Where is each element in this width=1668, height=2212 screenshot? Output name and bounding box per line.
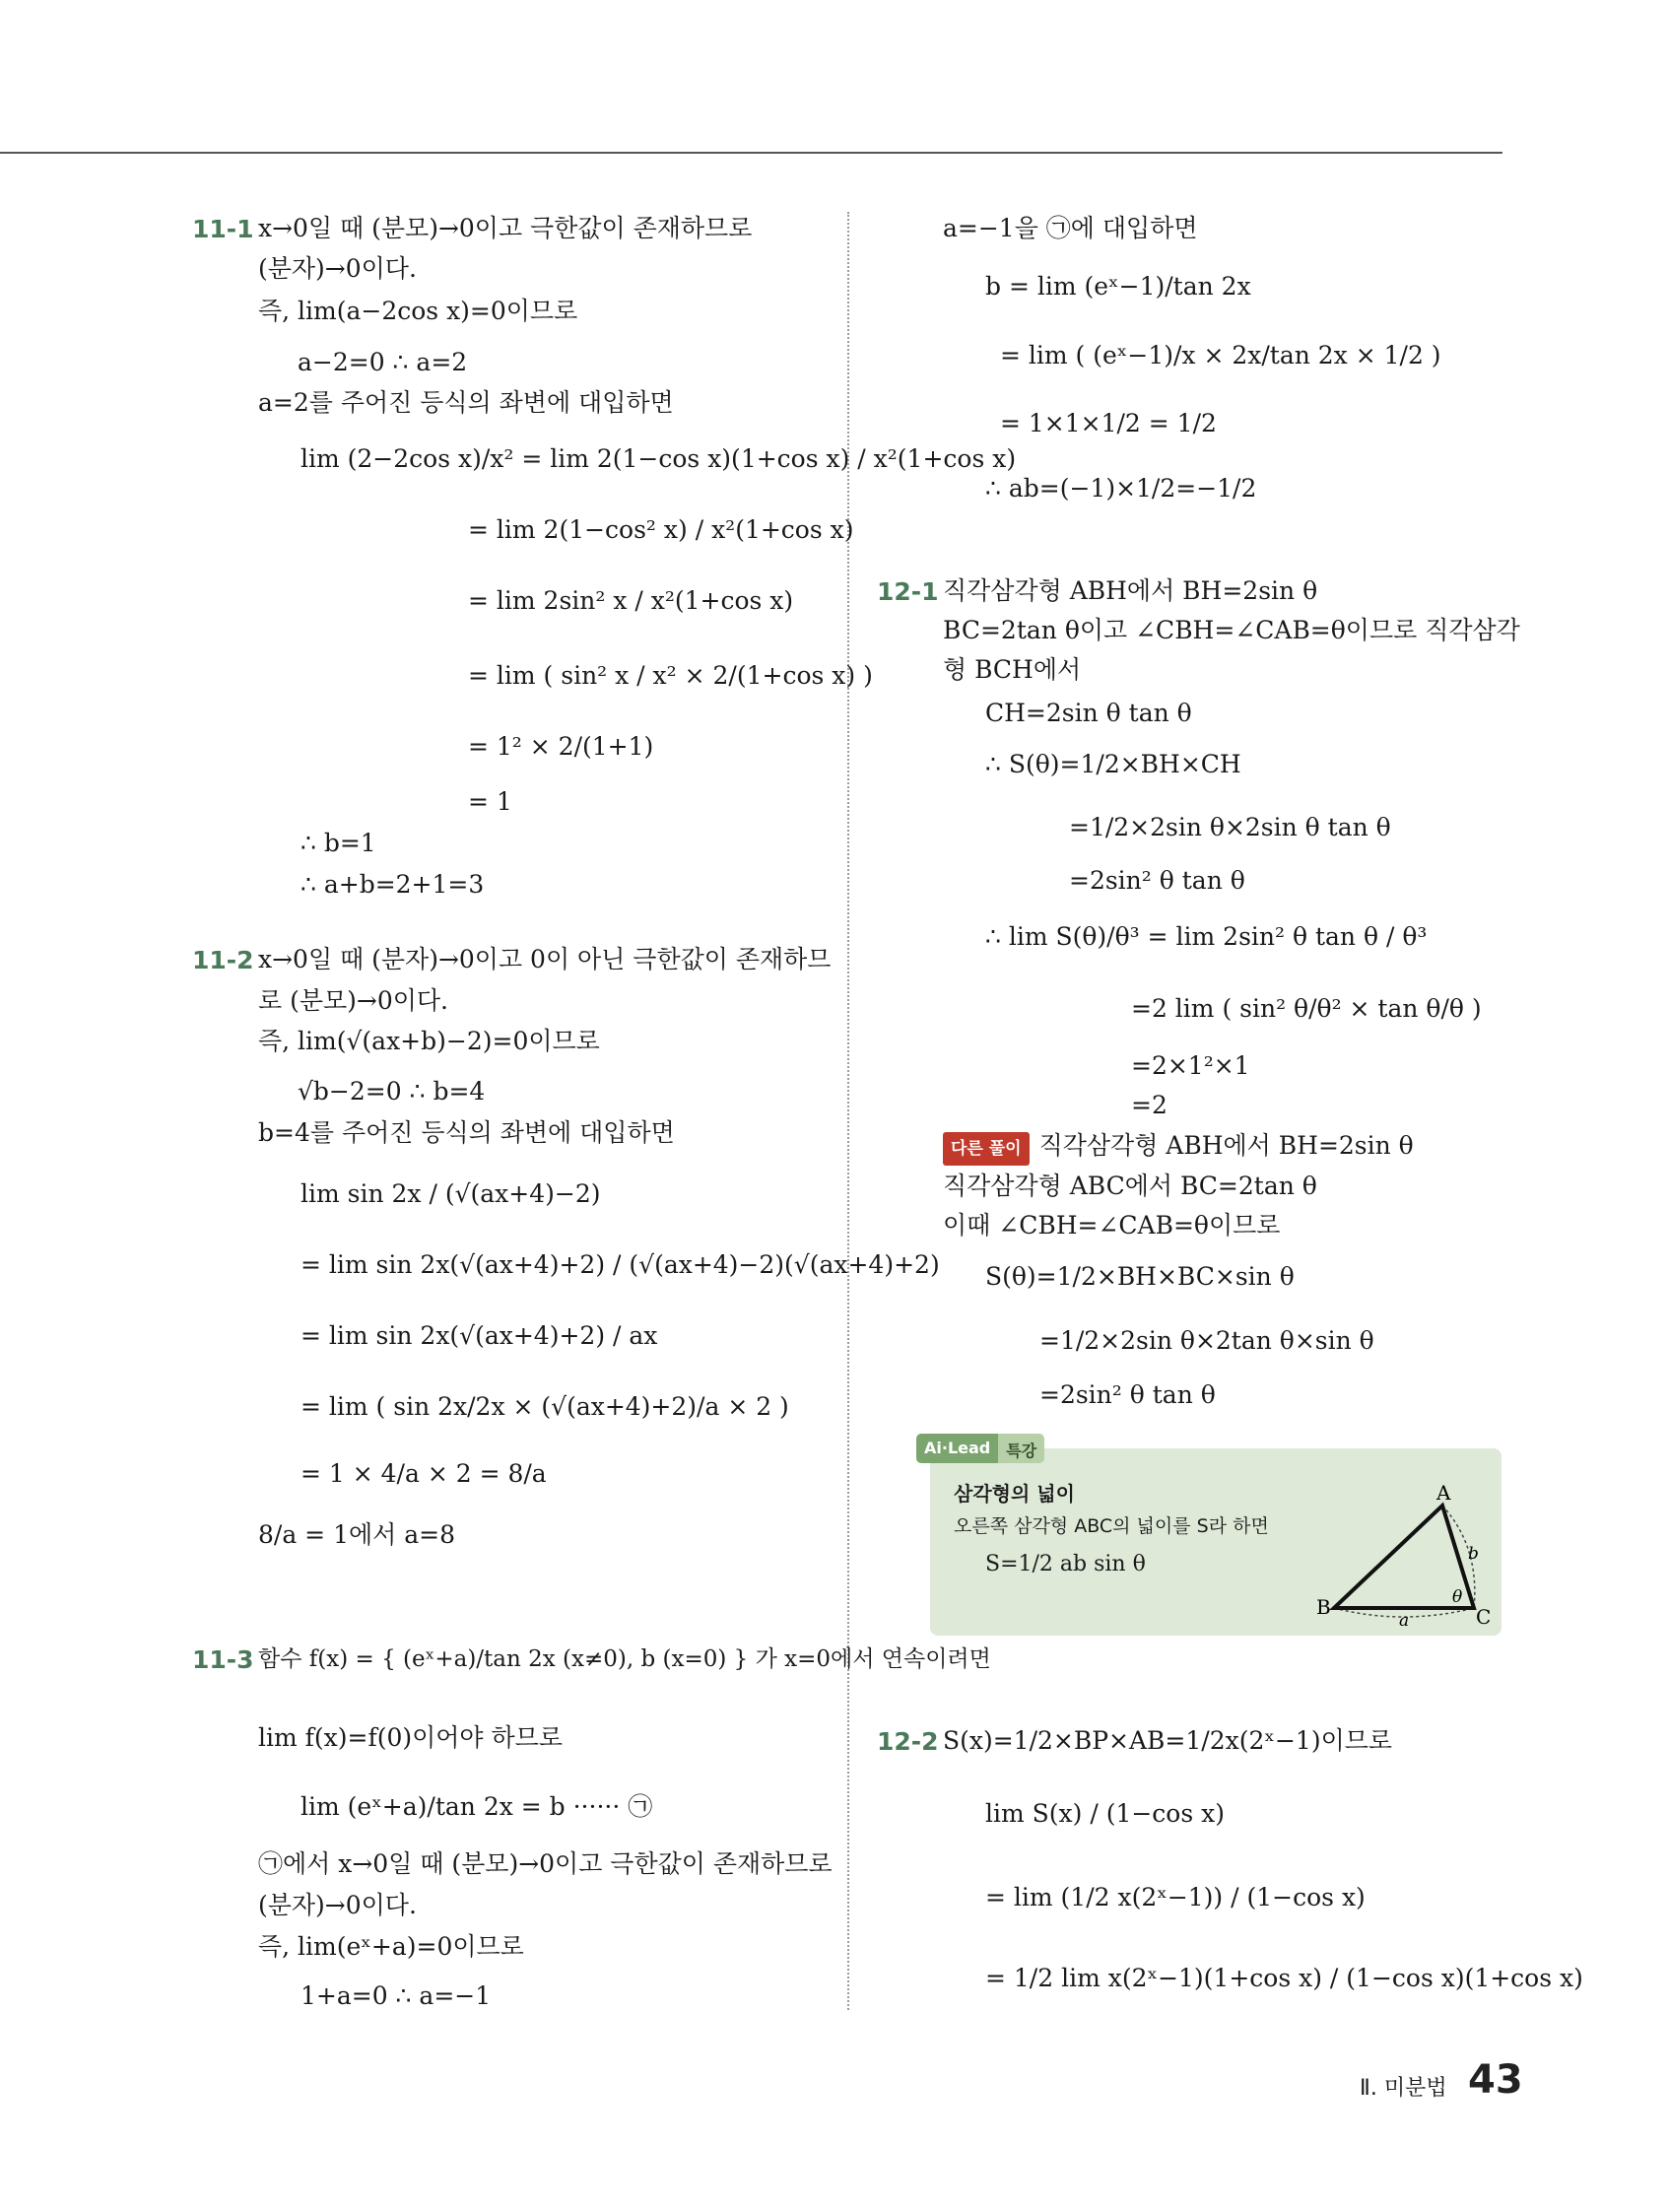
math-line: = lim sin 2x(√(ax+4)+2) / (√(ax+4)−2)(√(ax+4)+2) [300, 1250, 940, 1279]
math-line: 1+a=0 ∴ a=−1 [300, 1981, 492, 2010]
text-line: 로 (분모)→0이다. [258, 986, 449, 1015]
vertex-c: C [1476, 1605, 1492, 1626]
text-span: 직각삼각형 ABH에서 BH=2sin θ [1038, 1131, 1414, 1160]
text-line: 즉, lim(eˣ+a)=0이므로 [258, 1932, 524, 1961]
math-line: b = lim (eˣ−1)/tan 2x [985, 272, 1251, 301]
tip-text: 오른쪽 삼각형 ABC의 넓이를 S라 하면 [954, 1515, 1269, 1537]
math-line: =2 [1131, 1091, 1168, 1119]
badge-ai-lead: Ai·Lead [916, 1434, 998, 1463]
tip-title: 삼각형의 넓이 [954, 1482, 1075, 1506]
math-line: =2sin² θ tan θ [1039, 1380, 1216, 1409]
math-line: = 1/2 lim x(2ˣ−1)(1+cos x) / (1−cos x)(1+cos x) [985, 1964, 1583, 1992]
math-line: ∴ lim S(θ)/θ³ = lim 2sin² θ tan θ / θ³ [985, 922, 1428, 951]
math-line: =2 lim ( sin² θ/θ² × tan θ/θ ) [1131, 994, 1482, 1023]
text-line: (분자)→0이다. [258, 254, 417, 283]
math-line: = lim ( (eˣ−1)/x × 2x/tan 2x × 1/2 ) [1000, 341, 1441, 369]
side-b: b [1468, 1544, 1479, 1564]
vertex-a: A [1436, 1481, 1451, 1505]
math-line: = lim ( sin² x / x² × 2/(1+cos x) ) [468, 661, 873, 690]
problem-label-12-2: 12-2 [877, 1727, 939, 1756]
math-line: = lim (1/2 x(2ˣ−1)) / (1−cos x) [985, 1883, 1366, 1911]
text-line: 직각삼각형 ABH에서 BH=2sin θ [943, 576, 1318, 605]
math-line: = lim sin 2x(√(ax+4)+2) / ax [300, 1321, 658, 1350]
text-line: a=2를 주어진 등식의 좌변에 대입하면 [258, 388, 674, 417]
math-line: = lim ( sin 2x/2x × (√(ax+4)+2)/a × 2 ) [300, 1392, 789, 1421]
text-line: a=−1을 ㉠에 대입하면 [943, 214, 1198, 242]
column-divider [847, 212, 849, 2010]
text-line: 형 BCH에서 [943, 655, 1082, 684]
text-line: x→0일 때 (분자)→0이고 0이 아닌 극한값이 존재하므 [258, 945, 832, 973]
problem-label-11-3: 11-3 [192, 1645, 254, 1674]
math-line: S(θ)=1/2×BH×BC×sin θ [985, 1262, 1295, 1291]
page-number: 43 [1468, 2057, 1523, 2103]
math-line: lim sin 2x / (√(ax+4)−2) [300, 1179, 601, 1208]
math-line: CH=2sin θ tan θ [985, 699, 1192, 727]
side-a: a [1399, 1611, 1410, 1626]
math-line: = 1² × 2/(1+1) [468, 732, 654, 761]
math-line: = lim 2(1−cos² x) / x²(1+cos x) [468, 515, 854, 544]
text-line: (분자)→0이다. [258, 1891, 417, 1919]
math-line: ∴ a+b=2+1=3 [300, 870, 485, 899]
text-line: 직각삼각형 ABC에서 BC=2tan θ [943, 1172, 1317, 1200]
math-line: lim (2−2cos x)/x² = lim 2(1−cos x)(1+cos x) / x²(1+cos x) [300, 444, 1017, 473]
math-line: lim (eˣ+a)/tan 2x = b ······ ㉠ [300, 1792, 653, 1821]
math-line: = 1 × 4/a × 2 = 8/a [300, 1459, 547, 1488]
math-line: 8/a = 1에서 a=8 [258, 1520, 455, 1549]
math-line: lim f(x)=f(0)이어야 하므로 [258, 1723, 563, 1752]
triangle-diagram [1304, 1478, 1492, 1626]
text-line: BC=2tan θ이고 ∠CBH=∠CAB=θ이므로 직각삼각 [943, 616, 1520, 644]
math-line: =2sin² θ tan θ [1069, 866, 1245, 895]
math-line: S(x)=1/2×BP×AB=1/2x(2ˣ−1)이므로 [943, 1726, 1393, 1755]
top-rule [0, 152, 1502, 154]
math-line: ∴ S(θ)=1/2×BH×CH [985, 750, 1241, 778]
tip-formula: S=1/2 ab sin θ [985, 1552, 1146, 1576]
math-line: 함수 f(x) = { (eˣ+a)/tan 2x (x≠0), b (x=0) } 가 x=0에서 연속이려면 [258, 1646, 991, 1672]
math-line: ∴ b=1 [300, 829, 376, 857]
math-line: = lim 2sin² x / x²(1+cos x) [468, 586, 794, 615]
text-line: √b−2=0 ∴ b=4 [298, 1077, 486, 1106]
text-line: x→0일 때 (분모)→0이고 극한값이 존재하므로 [258, 214, 753, 242]
text-line: 즉, lim(a−2cos x)=0이므로 [258, 297, 578, 325]
math-line: = 1×1×1/2 = 1/2 [1000, 409, 1217, 437]
math-line: =1/2×2sin θ×2tan θ×sin θ [1039, 1326, 1374, 1355]
alt-solution-tag: 다른 풀이 [943, 1132, 1030, 1166]
text-line: b=4를 주어진 등식의 좌변에 대입하면 [258, 1118, 675, 1147]
tip-box [930, 1448, 1501, 1636]
math-line: ∴ ab=(−1)×1/2=−1/2 [985, 474, 1257, 503]
math-line: =1/2×2sin θ×2sin θ tan θ [1069, 813, 1391, 841]
text-line: 이때 ∠CBH=∠CAB=θ이므로 [943, 1211, 1281, 1240]
text-line: a−2=0 ∴ a=2 [298, 348, 468, 376]
chapter-label: Ⅱ. 미분법 [1360, 2076, 1447, 2101]
problem-label-11-2: 11-2 [192, 946, 254, 974]
ai-lead-badge [916, 1434, 1044, 1463]
text-line: ㉠에서 x→0일 때 (분모)→0이고 극한값이 존재하므로 [258, 1849, 833, 1878]
math-line: =2×1²×1 [1131, 1051, 1250, 1080]
text-line: 즉, lim(√(ax+b)−2)=0이므로 [258, 1027, 600, 1055]
problem-label-11-1: 11-1 [192, 215, 254, 243]
math-line: lim S(x) / (1−cos x) [985, 1799, 1225, 1828]
angle-theta: θ [1452, 1587, 1463, 1607]
badge-special: 특강 [998, 1434, 1044, 1463]
problem-label-12-1: 12-1 [877, 577, 939, 606]
math-line: = 1 [468, 787, 512, 816]
vertex-b: B [1316, 1595, 1331, 1619]
text-line [943, 1130, 1414, 1166]
